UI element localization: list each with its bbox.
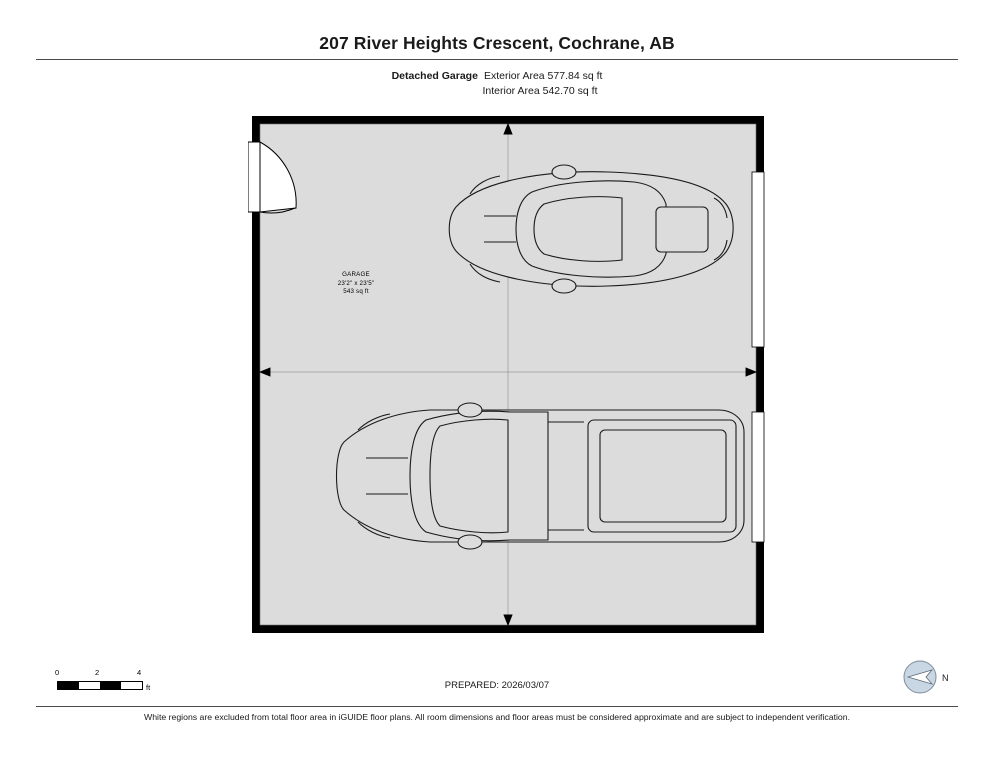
scale-bar-ticks [52, 668, 172, 678]
scale-tick-2: 2 [95, 668, 100, 677]
exterior-area-value: Exterior Area 577.84 sq ft [483, 70, 603, 82]
scale-unit-label: ft [146, 683, 151, 692]
room-area: 543 sq ft [343, 288, 369, 296]
compass-north-label: N [942, 673, 949, 683]
page-title: 207 River Heights Crescent, Cochrane, AB [319, 33, 675, 53]
garage-door-opening-lower [752, 412, 764, 542]
footer-divider [36, 706, 958, 707]
disclaimer-text: White regions are excluded from total floor area in iGUIDE floor plans. All room dimensions and floor areas must be considered approximate and are subject to independent verification. [144, 712, 850, 722]
room-dimensions: 23'2" x 23'5" [337, 279, 375, 287]
title-divider [36, 59, 958, 60]
scale-tick-4: 4 [137, 668, 142, 677]
vehicle-bottom [337, 403, 745, 549]
area-summary-row-1 [0, 69, 994, 84]
prepared-date: PREPARED: 2026/03/07 [444, 680, 550, 691]
garage-door-opening-upper [752, 172, 764, 347]
level-label: Detached Garage [391, 70, 478, 82]
floor-plan [248, 112, 768, 637]
area-summary [0, 69, 994, 99]
scale-tick-0: 0 [55, 668, 60, 677]
interior-area-value: Interior Area 542.70 sq ft [482, 85, 598, 97]
room-label-garage [296, 271, 416, 297]
compass-rose [898, 658, 958, 696]
room-name: GARAGE [342, 271, 370, 278]
